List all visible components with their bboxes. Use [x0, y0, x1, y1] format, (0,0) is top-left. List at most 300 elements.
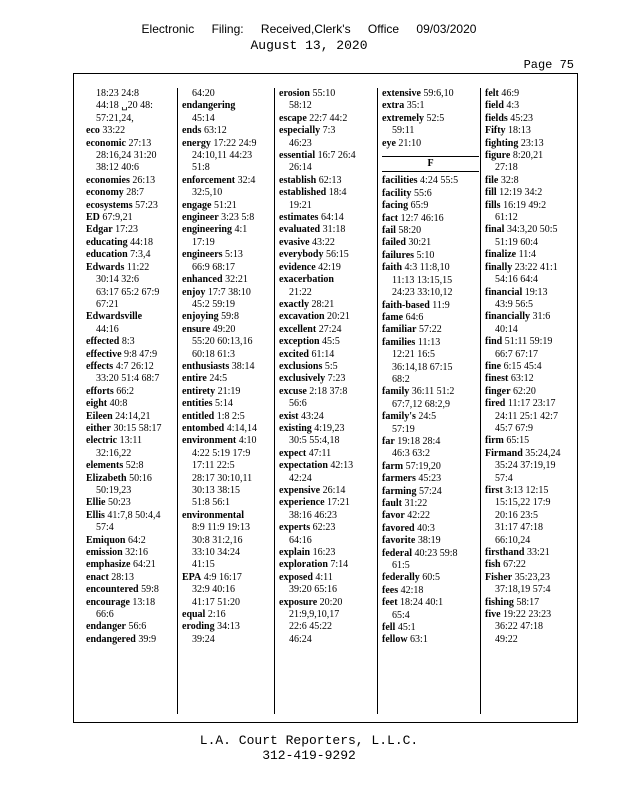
page-line-ref: 64:20 — [192, 88, 215, 99]
page-line-ref: 44:18 — [127, 236, 153, 248]
index-column-4 — [377, 88, 479, 714]
index-word: endangered — [86, 633, 136, 645]
index-entry — [382, 237, 479, 249]
index-word: failed — [382, 237, 406, 249]
page-line-ref: 38:12 40:6 — [96, 162, 140, 174]
index-entry — [382, 486, 479, 498]
page-line-ref: 18:4 — [326, 187, 347, 199]
page-line-ref: 22:6 45:22 — [289, 621, 333, 633]
page-line-ref: 11:9 — [429, 299, 450, 311]
page-line-ref: 67:22 — [500, 559, 526, 571]
page-line-ref: 46:9 — [498, 88, 520, 99]
page-line-ref: 63:1 — [407, 634, 428, 646]
index-entry — [485, 448, 578, 485]
index-word: experts — [279, 522, 311, 534]
index-word: engage — [182, 199, 212, 211]
page-line-ref: 8:20,21 — [510, 150, 544, 162]
page-line-ref: 31:18 — [320, 224, 346, 236]
page-line-ref: 63:12 — [201, 125, 227, 137]
index-entry — [279, 150, 376, 175]
page-line-ref: 38:14 — [229, 360, 255, 372]
page-line-ref: 57:4 — [96, 522, 114, 534]
page-line-ref: 19:18 28:4 — [394, 435, 441, 447]
page-line-ref: 35:1 — [404, 100, 425, 112]
index-word: especially — [279, 125, 321, 137]
index-entry — [86, 559, 176, 571]
index-word: Edwards — [86, 261, 125, 273]
page-line-ref: 55:10 — [309, 88, 336, 99]
page-line-ref: 38:16 46:23 — [289, 509, 338, 521]
index-entry — [279, 373, 376, 385]
page-line-ref: 63:17 65:2 67:9 — [96, 286, 160, 298]
index-word: exist — [279, 410, 299, 422]
index-entry — [86, 535, 176, 547]
index-entry — [182, 398, 273, 410]
page-line-ref: 66:6 — [96, 609, 114, 621]
index-entry — [86, 460, 176, 472]
page-line-ref: 43:22 — [309, 236, 335, 248]
page-line-ref: 54:16 64:4 — [495, 274, 539, 286]
index-entry — [382, 175, 479, 187]
index-word: financially — [485, 311, 531, 323]
page-line-ref: 17:7 38:10 — [205, 286, 251, 298]
index-word: exclusively — [279, 373, 326, 385]
page-line-ref: 30:15 58:17 — [111, 422, 162, 434]
page-line-ref: 43:9 56:5 — [495, 298, 534, 310]
page-line-ref: 32:9 40:16 — [192, 584, 236, 596]
index-entry — [382, 312, 479, 324]
index-word: fired — [485, 398, 506, 410]
index-entry — [86, 262, 176, 312]
index-entry — [485, 113, 578, 125]
page-line-ref: 20:20 — [317, 596, 343, 608]
index-entry — [279, 324, 376, 336]
page-line-ref: 24:5 — [206, 373, 228, 385]
index-word: educating — [86, 236, 128, 248]
page-line-ref: 66:9 68:17 — [192, 261, 236, 273]
index-entry — [382, 225, 479, 237]
index-entry — [86, 423, 176, 435]
stamp-office: Office — [367, 22, 400, 36]
index-entry — [279, 113, 376, 125]
index-word: economic — [86, 137, 126, 149]
index-column-1 — [86, 88, 176, 714]
index-word: evasive — [279, 236, 310, 248]
page-line-ref: 65:9 — [408, 200, 429, 212]
page-line-ref: 22:7 44:2 — [306, 112, 348, 124]
page-line-ref: 45:23 — [415, 473, 442, 485]
page-line-ref: 35:23,23 — [512, 571, 550, 583]
index-word: eco — [86, 125, 100, 137]
page-line-ref: 5:14 — [212, 398, 233, 410]
page-line-ref: 12:19 34:2 — [496, 187, 543, 199]
index-entry — [182, 100, 273, 125]
page-line-ref: 26:13 — [129, 174, 156, 186]
index-word: exploration — [279, 559, 328, 571]
index-word: exacerbation — [279, 274, 334, 286]
page-line-ref: 65:15 — [503, 435, 530, 447]
index-word: Ellie — [86, 497, 106, 509]
index-word: exposed — [279, 571, 313, 583]
page-line-ref: 3:23 5:8 — [218, 212, 255, 224]
page-line-ref: 61:12 — [495, 212, 518, 224]
index-word: family's — [382, 411, 416, 423]
index-word: excuse — [279, 385, 307, 397]
page-line-ref: 60:5 — [419, 572, 441, 584]
page-line-ref: 4:9 16:17 — [201, 571, 242, 583]
page-line-ref: 33:10 34:24 — [192, 547, 241, 559]
index-entry — [485, 336, 578, 361]
index-word: encourage — [86, 596, 130, 608]
page-line-ref: 16:19 49:2 — [500, 199, 547, 211]
index-entry — [279, 386, 376, 411]
index-word: eight — [86, 398, 108, 410]
page-line-ref: 35:24,24 — [522, 447, 561, 459]
page-line-ref: 30:14 32:6 — [96, 274, 140, 286]
page-line-ref: 64:6 — [403, 311, 424, 323]
page-line-ref: 31:17 47:18 — [495, 522, 544, 534]
index-entry — [182, 125, 273, 137]
index-entry — [382, 100, 479, 112]
page-line-ref: 4:7 26:12 — [113, 360, 154, 372]
index-word: enforcement — [182, 174, 236, 186]
index-word: either — [86, 422, 111, 434]
index-entry — [279, 237, 376, 249]
page-line-ref: 42:13 — [327, 460, 354, 472]
index-word: Elizabeth — [86, 472, 127, 484]
index-entry — [182, 88, 273, 100]
page-line-ref: 21:9,9,10,17 — [289, 609, 340, 621]
page-line-ref: 11:4 — [516, 249, 537, 261]
page-line-ref: 7:3,4 — [127, 249, 151, 261]
page-line-ref: 32:21 — [222, 274, 248, 286]
section-letter: F — [382, 156, 479, 172]
index-word: erosion — [279, 88, 310, 99]
page-line-ref: 51:19 60:4 — [495, 236, 539, 248]
footer — [0, 733, 618, 763]
index-word: encountered — [86, 584, 139, 596]
page-line-ref: 4:24 55:5 — [417, 175, 459, 187]
index-word: Fisher — [485, 571, 513, 583]
page-line-ref: 46:24 — [289, 633, 312, 645]
index-word: electric — [86, 435, 118, 447]
page-line-ref: 24:5 — [415, 411, 437, 423]
index-entry — [279, 249, 376, 261]
page-line-ref: 46:23 — [289, 137, 312, 149]
page-line-ref: 39:9 — [135, 633, 157, 645]
page-line-ref: 30:13 38:15 — [192, 485, 241, 496]
index-entry — [485, 435, 578, 447]
page-line-ref: 55:20 60:13,16 — [192, 336, 253, 348]
page-line-ref: 49:20 — [210, 323, 236, 335]
page-line-ref: 60:18 61:3 — [192, 348, 236, 360]
page-line-ref: 44:18 ␣20 48: — [96, 100, 153, 112]
index-entry — [382, 634, 479, 646]
index-word: expect — [279, 447, 307, 459]
page-line-ref: 42:22 — [404, 510, 431, 522]
page-line-ref: 1:8 2:5 — [214, 410, 245, 422]
page-line-ref: 66:7 67:17 — [495, 348, 539, 360]
page-line-ref: 34:3,20 50:5 — [504, 224, 558, 236]
index-entry — [86, 175, 176, 187]
page-line-ref: 66:10,24 — [495, 534, 531, 546]
index-entry — [182, 274, 273, 286]
index-entry — [382, 572, 479, 584]
index-word: engineer — [182, 212, 219, 224]
index-word: farming — [382, 485, 417, 497]
index-entry — [279, 299, 376, 311]
page-line-ref: 24:11 25:1 42:7 — [495, 410, 558, 422]
page-line-ref: 62:20 — [510, 385, 536, 397]
index-entry — [182, 423, 273, 435]
stamp-received: Received,Clerk's — [260, 22, 351, 36]
index-entry — [279, 423, 376, 448]
index-word: exposure — [279, 596, 318, 608]
index-entry — [485, 100, 578, 112]
page-line-ref: 32:16,22 — [96, 447, 132, 459]
page-line-ref: 57:4 — [495, 472, 513, 484]
page-line-ref: 57:24 — [416, 485, 442, 497]
index-word: exclusions — [279, 360, 323, 372]
index-word: Eileen — [86, 410, 113, 422]
index-word: effective — [86, 348, 122, 360]
index-word: ecosystems — [86, 199, 133, 211]
word-index-box — [73, 73, 578, 723]
footer-company: L.A. Court Reporters, L.L.C. — [199, 733, 419, 748]
index-entry — [86, 237, 176, 249]
index-entry — [182, 435, 273, 509]
index-word: facing — [382, 200, 409, 212]
index-word: extra — [382, 100, 405, 112]
page-line-ref: 64:21 — [130, 559, 156, 571]
index-word: exception — [279, 336, 320, 348]
index-entry — [86, 249, 176, 261]
page-line-ref: 47:11 — [306, 447, 332, 459]
index-word: faith — [382, 262, 402, 274]
index-word: figure — [485, 150, 511, 162]
index-word: entitled — [182, 410, 215, 422]
index-word: Emiquon — [86, 534, 126, 546]
page-line-ref: 33:21 — [524, 547, 550, 559]
page-line-ref: 5:5 — [322, 360, 338, 372]
index-entry — [279, 497, 376, 522]
index-entry — [182, 212, 273, 224]
page-line-ref: 11:17 23:17 — [505, 398, 556, 410]
page-line-ref: 57:19,20 — [403, 460, 441, 472]
index-entry — [182, 361, 273, 373]
page-line-ref: 16:23 — [310, 547, 336, 559]
page-line-ref: 26:14 — [289, 162, 312, 174]
page-line-ref: 51:8 56:1 — [192, 497, 231, 509]
page-line-ref: 12:21 16:5 — [392, 349, 436, 361]
index-word: Edgar — [86, 224, 113, 236]
page-line-ref: 4:22 5:19 17:9 — [192, 447, 251, 459]
page-line-ref: 30:8 31:2,16 — [192, 534, 243, 546]
index-word: federal — [382, 547, 412, 559]
filing-stamp — [0, 22, 618, 36]
index-entry — [485, 547, 578, 559]
page-line-ref: 4:19,23 — [311, 422, 345, 434]
index-entry — [485, 287, 578, 312]
index-entry — [485, 262, 578, 287]
page-line-ref: 24:14,21 — [112, 410, 151, 422]
page-line-ref: 51:8 — [192, 162, 210, 174]
index-word: evidence — [279, 261, 316, 273]
index-entry — [485, 559, 578, 571]
page-line-ref: 17:11 22:5 — [192, 460, 235, 472]
index-entry — [86, 510, 176, 535]
page-line-ref: 11:13 13:15,15 — [392, 274, 453, 286]
page-line-ref: 4:1 — [232, 224, 248, 236]
index-entry — [382, 386, 479, 411]
page-line-ref: 8:9 11:9 19:13 — [192, 522, 250, 534]
index-entry — [182, 411, 273, 423]
index-word: far — [382, 435, 395, 447]
index-word: Fifty — [485, 125, 506, 137]
page-line-ref: 67:21 — [96, 298, 119, 310]
index-entry — [485, 224, 578, 249]
page-line-ref: 59:6,10 — [420, 88, 454, 99]
index-entry — [86, 584, 176, 596]
index-word: failures — [382, 249, 415, 261]
index-word: entombed — [182, 422, 225, 434]
page-line-ref: 17:21 — [324, 497, 350, 509]
index-entry — [382, 200, 479, 212]
index-entry — [182, 311, 273, 323]
index-word: ensure — [182, 323, 211, 335]
index-entry — [382, 622, 479, 634]
index-entry — [279, 88, 376, 113]
page-line-ref: 36:11 51:2 — [409, 386, 455, 398]
index-entry — [182, 609, 273, 621]
page-line-ref: 40:23 59:8 — [412, 547, 458, 559]
index-entry — [279, 175, 376, 187]
index-word: fame — [382, 311, 404, 323]
index-entry — [182, 287, 273, 312]
page-line-ref: 58:12 — [289, 100, 312, 112]
index-entry — [485, 485, 578, 547]
index-entry — [182, 249, 273, 274]
page-line-ref: 50:19,23 — [96, 485, 132, 496]
index-word: enact — [86, 571, 109, 583]
index-word: fighting — [485, 137, 519, 149]
page-line-ref: 30:21 — [405, 237, 432, 249]
page-line-ref: 66:2 — [113, 385, 135, 397]
index-word: fine — [485, 360, 502, 372]
hearing-date: August 13, 2020 — [250, 38, 368, 53]
page-line-ref: 12:7 46:16 — [398, 212, 444, 224]
index-entry — [382, 473, 479, 485]
index-word: fell — [382, 622, 396, 634]
index-word: energy — [182, 137, 211, 149]
page-line-ref: 41:15 — [192, 559, 215, 571]
index-entry — [279, 361, 376, 373]
page-line-ref: 38:19 — [415, 535, 441, 547]
page-number: Page 75 — [523, 58, 574, 72]
page-line-ref: 40:8 — [107, 398, 128, 410]
index-word: entirety — [182, 385, 216, 397]
page-line-ref: 18:24 40:1 — [397, 597, 444, 609]
page-line-ref: 55:6 — [411, 187, 432, 199]
page-line-ref: 32:5,10 — [192, 187, 223, 199]
index-word: economy — [86, 187, 124, 199]
page-line-ref: 67:7,12 68:2,9 — [392, 398, 451, 410]
index-entry — [86, 224, 176, 236]
page-line-ref: 42:19 — [315, 261, 341, 273]
page-line-ref: 8:3 — [119, 336, 135, 348]
index-entry — [279, 311, 376, 323]
index-entry — [182, 572, 273, 609]
page-line-ref: 41:17 51:20 — [192, 596, 241, 608]
index-word: finalize — [485, 249, 517, 261]
page-line-ref: 32:16 — [122, 547, 148, 559]
page-line-ref: 11:22 — [124, 261, 150, 273]
index-entry — [279, 460, 376, 485]
index-word: final — [485, 224, 505, 236]
index-word: enhanced — [182, 274, 223, 286]
page-line-ref: 24:23 33:10,12 — [392, 287, 453, 299]
page-line-ref: 56:6 — [289, 398, 307, 410]
index-entry — [279, 187, 376, 212]
page-line-ref: 42:18 — [398, 584, 424, 596]
page-line-ref: 15:15,22 17:9 — [495, 497, 551, 509]
index-entry — [279, 572, 376, 597]
index-column-3 — [274, 88, 376, 714]
index-entry — [382, 461, 479, 473]
page-line-ref: 46:3 63:2 — [392, 448, 431, 460]
page-line-ref: 57:21,24, — [96, 112, 134, 124]
page-line-ref: 4:3 — [503, 100, 520, 112]
page-line-ref: 58:20 — [395, 225, 422, 237]
index-word: excited — [279, 348, 309, 360]
page-line-ref: 51:11 59:19 — [502, 336, 553, 348]
index-entry — [485, 125, 578, 137]
index-entry — [382, 138, 479, 150]
index-entry — [86, 212, 176, 224]
index-entry — [86, 311, 176, 336]
page-line-ref: 45:2 59:19 — [192, 298, 236, 310]
index-word: five — [485, 609, 501, 621]
index-word: family — [382, 386, 410, 398]
index-word: eroding — [182, 621, 215, 633]
page-line-ref: 17:23 — [112, 224, 138, 236]
page-line-ref: 26:14 — [320, 485, 346, 496]
page-line-ref: 59:11 — [392, 125, 415, 137]
page-line-ref: 59:8 — [218, 311, 239, 323]
index-entry — [279, 274, 376, 299]
index-word: entities — [182, 398, 213, 410]
index-word: farmers — [382, 473, 416, 485]
index-word: fact — [382, 212, 399, 224]
index-entry — [485, 88, 578, 100]
index-word: fault — [382, 498, 402, 509]
index-word: fishing — [485, 596, 514, 608]
index-entry — [485, 138, 578, 150]
page-line-ref: 13:18 — [129, 596, 156, 608]
index-entry — [382, 597, 479, 622]
page-line-ref: 28:17 30:10,11 — [192, 472, 253, 484]
page-line-ref: 19:13 — [522, 286, 548, 298]
page-line-ref: 19:22 23:23 — [500, 609, 552, 621]
page-line-ref: 62:13 — [316, 174, 342, 186]
index-entry — [86, 572, 176, 584]
index-word: enjoy — [182, 286, 206, 298]
index-word: field — [485, 100, 504, 112]
index-word: equal — [182, 609, 206, 621]
page-line-ref: 50:16 — [126, 472, 152, 484]
index-entry — [279, 448, 376, 460]
page-line-ref: 4:10 — [236, 435, 257, 447]
